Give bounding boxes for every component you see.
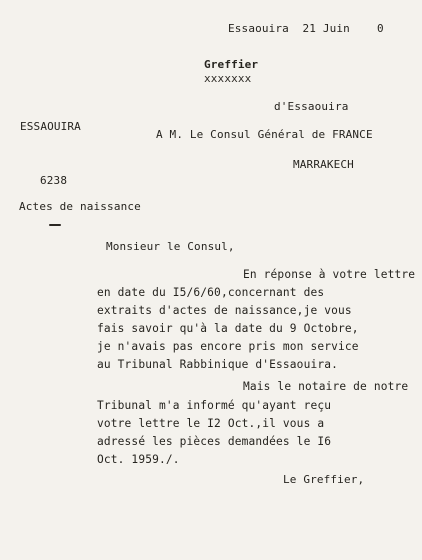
- recipient-line-1: A M. Le Consul Général de FRANCE: [156, 128, 373, 141]
- paragraph-1-line-3: extraits d'actes de naissance,je vous: [97, 304, 352, 317]
- left-city: ESSAOUIRA: [20, 120, 81, 133]
- paragraph-2-line-5: Oct. 1959./.: [97, 453, 180, 466]
- paragraph-2-line-3: votre lettre le I2 Oct.,il vous a: [97, 417, 325, 430]
- document-number: 6238: [40, 174, 68, 187]
- subject-line: Actes de naissance: [19, 200, 141, 213]
- signature-line: Le Greffier,: [283, 473, 365, 486]
- paragraph-2-line-2: Tribunal m'a informé qu'ayant reçu: [97, 399, 332, 412]
- struck-text: xxxxxxx: [204, 72, 252, 85]
- paragraph-2-line-1: Mais le notaire de notre: [243, 380, 409, 393]
- paragraph-2-line-4: adressé les pièces demandées le I6: [97, 435, 332, 448]
- paragraph-1-line-2: en date du I5/6/60,concernant des: [97, 286, 325, 299]
- subject-underline-mark: [49, 224, 61, 226]
- greffier-title: Greffier: [204, 58, 259, 71]
- salutation: Monsieur le Consul,: [106, 240, 235, 253]
- place-date: Essaouira 21 Juin 0: [228, 22, 384, 35]
- paragraph-1-line-1: En réponse à votre lettre: [243, 268, 416, 281]
- office-name: d'Essaouira: [274, 100, 349, 113]
- paragraph-1-line-4: fais savoir qu'à la date du 9 Octobre,: [97, 322, 359, 335]
- paragraph-1-line-5: je n'avais pas encore pris mon service: [97, 340, 359, 353]
- recipient-line-2: MARRAKECH: [293, 158, 354, 171]
- paragraph-1-line-6: au Tribunal Rabbinique d'Essaouira.: [97, 358, 338, 371]
